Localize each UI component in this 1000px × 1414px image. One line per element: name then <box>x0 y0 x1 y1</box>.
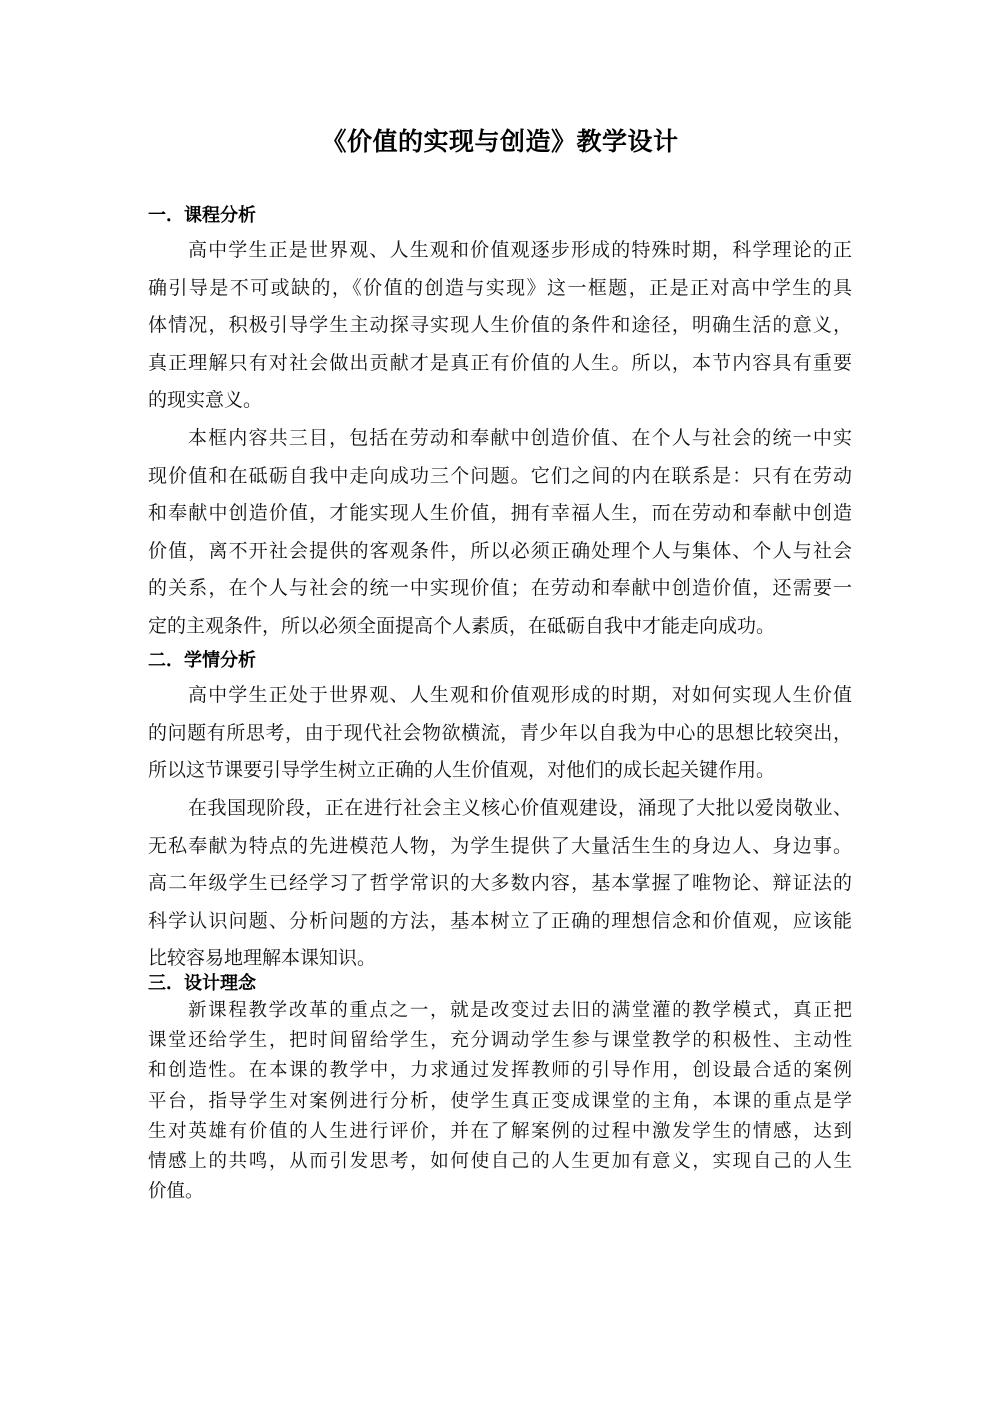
paragraph-student-analysis-1 <box>148 677 852 790</box>
text-line: 真正理解只有对社会做出贡献才是真正有价值的人生。所以，本节内容具有重要 <box>148 351 852 374</box>
text-line: 的关系，在个人与社会的统一中实现价值；在劳动和奉献中创造价值，还需要一 <box>148 577 852 600</box>
paragraph-design-concept <box>148 996 852 1207</box>
text-line: 所以这节课要引导学生树立正确的人生价值观，对他们的成长起关键作用。 <box>148 759 776 782</box>
text-line: 价值，离不开社会提供的客观条件，所以必须正确处理个人与集体、个人与社会 <box>148 539 852 562</box>
text-line: 本框内容共三目，包括在劳动和奉献中创造价值、在个人与社会的统一中实 <box>188 427 852 449</box>
text-line: 现价值和在砥砺自我中走向成功三个问题。它们之间的内在联系是：只有在劳动 <box>148 464 852 487</box>
paragraph-student-analysis-2 <box>148 790 852 978</box>
text-line: 新课程教学改革的重点之一，就是改变过去旧的满堂灌的教学模式，真正把 <box>188 1000 852 1021</box>
text-line: 比较容易地理解本课知识。 <box>148 947 377 970</box>
text-line: 和奉献中创造价值，才能实现人生价值，拥有幸福人生，而在劳动和奉献中创造 <box>148 502 852 525</box>
text-line: 科学认识问题、分析问题的方法，基本树立了正确的理想信念和价值观，应该能 <box>148 909 852 932</box>
text-line: 高中学生正处于世界观、人生观和价值观形成的时期，对如何实现人生价值 <box>188 684 852 706</box>
section-heading-student-analysis: 二．学情分析 <box>148 650 256 671</box>
section-heading-design-concept: 三．设计理念 <box>148 973 256 994</box>
text-line: 和创造性。在本课的教学中，力求通过发挥教师的引导作用，创设最合适的案例 <box>148 1060 852 1082</box>
paragraph-course-analysis-1 <box>148 232 852 420</box>
text-line: 课堂还给学生，把时间留给学生，充分调动学生参与课堂教学的积极性、主动性 <box>148 1030 852 1052</box>
document-title: 《价值的实现与创造》教学设计 <box>321 127 679 156</box>
text-line: 的问题有所思考，由于现代社会物欲横流，青少年以自我为中心的思想比较突出， <box>148 721 852 744</box>
text-line: 情感上的共鸣，从而引发思考，如何使自己的人生更加有意义，实现自己的人生 <box>148 1150 852 1172</box>
text-line: 确引导是不可或缺的，《价值的创造与实现》这一框题，正是正对高中学生的具 <box>148 276 852 299</box>
text-line: 价值。 <box>148 1181 204 1203</box>
paragraph-course-analysis-2 <box>148 420 852 646</box>
text-line: 生对英雄有价值的人生进行评价，并在了解案例的过程中激发学生的情感，达到 <box>148 1120 852 1142</box>
text-line: 在我国现阶段，正在进行社会主义核心价值观建设，涌现了大批以爱岗敬业、 <box>188 797 852 819</box>
text-line: 高二年级学生已经学习了哲学常识的大多数内容，基本掌握了唯物论、辩证法的 <box>148 872 852 895</box>
text-line: 体情况，积极引导学生主动探寻实现人生价值的条件和途径，明确生活的意义， <box>148 314 852 337</box>
text-line: 无私奉献为特点的先进模范人物，为学生提供了大量活生生的身边人、身边事。 <box>148 834 852 857</box>
text-line: 平台，指导学生对案例进行分析，使学生真正变成课堂的主角，本课的重点是学 <box>148 1090 852 1112</box>
text-line: 的现实意义。 <box>148 389 263 412</box>
text-line: 定的主观条件，所以必须全面提高个人素质，在砥砺自我中才能走向成功。 <box>148 614 776 637</box>
text-line: 高中学生正是世界观、人生观和价值观逐步形成的特殊时期，科学理论的正 <box>188 239 852 261</box>
section-heading-course-analysis: 一．课程分析 <box>148 205 256 226</box>
